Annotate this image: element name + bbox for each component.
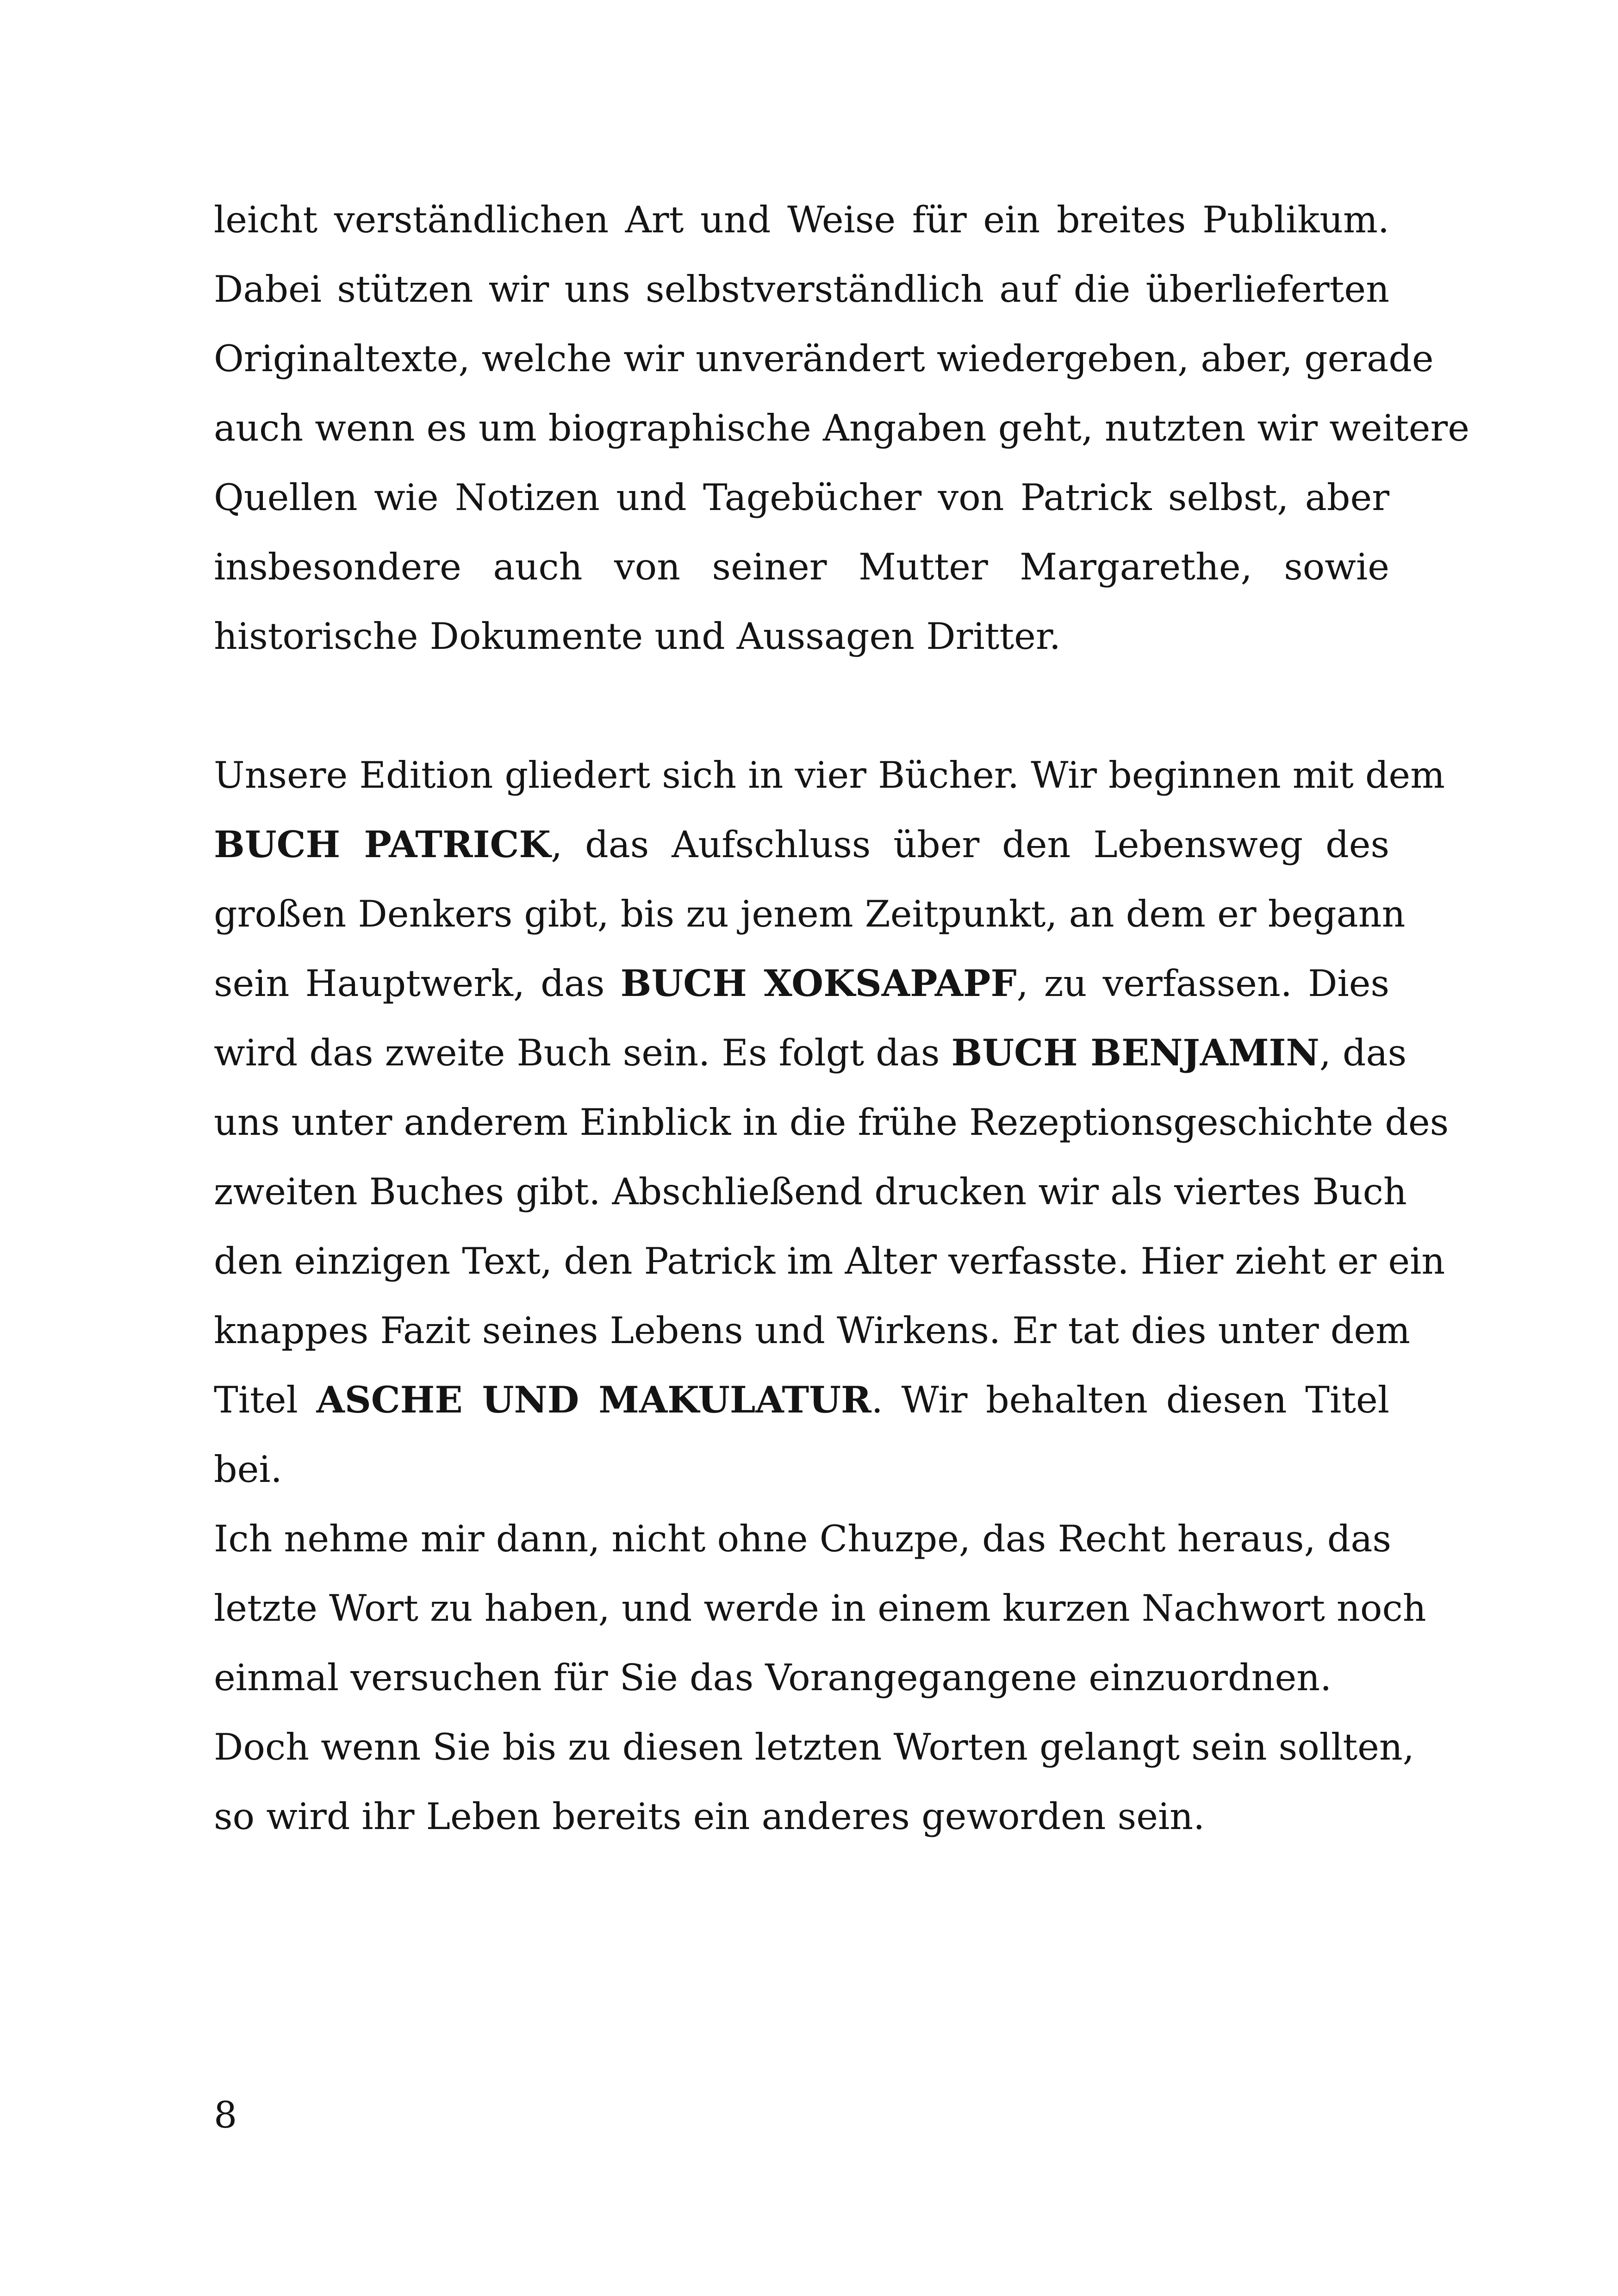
text-line xyxy=(214,949,1389,1018)
text-line: Ich nehme mir dann, nicht ohne Chuzpe, das Recht heraus, das xyxy=(214,1518,1392,1560)
text-line: uns unter anderem Einblick in die frühe Rezeptionsgeschichte des xyxy=(214,1101,1449,1144)
text-fragment: wird das zweite Buch sein. Es folgt das xyxy=(214,1032,952,1074)
text-line: so wird ihr Leben bereits ein anderes geworden sein. xyxy=(214,1795,1205,1838)
book-title-xoksapapf: BUCH XOKSAPAPF xyxy=(620,962,1017,1005)
text-line: letzte Wort zu haben, und werde in einem kurzen Nachwort noch xyxy=(214,1587,1426,1630)
text-line: auch wenn es um biographische Angaben geht, nutzten wir weitere xyxy=(214,407,1469,449)
text-line: knappes Fazit seines Lebens und Wirkens. Er tat dies unter dem xyxy=(214,1309,1411,1352)
book-title-asche-und-makulatur: ASCHE UND MAKULATUR xyxy=(316,1378,871,1421)
text-fragment: . Wir behalten diesen Titel xyxy=(871,1379,1389,1421)
paragraph-edition xyxy=(214,740,1449,1851)
text-line xyxy=(214,1018,1407,1088)
page-number: 8 xyxy=(214,2094,237,2136)
text-fragment: , das Aufschluss über den Lebensweg des xyxy=(551,823,1389,866)
text-fragment: , das xyxy=(1319,1032,1407,1074)
text-line: insbesondere auch von seiner Mutter Margarethe, sowie xyxy=(214,546,1389,588)
text-line: zweiten Buches gibt. Abschließend drucken wir als viertes Buch xyxy=(214,1170,1407,1213)
text-fragment: sein Hauptwerk, das xyxy=(214,962,621,1005)
text-fragment: , zu verfassen. Dies xyxy=(1016,962,1390,1005)
text-line: Dabei stützen wir uns selbstverständlich auf die überlieferten xyxy=(214,268,1389,311)
book-title-patrick: BUCH PATRICK xyxy=(214,823,551,866)
text-line: Originaltexte, welche wir unverändert wiedergeben, aber, gerade xyxy=(214,337,1434,380)
text-line: den einzigen Text, den Patrick im Alter verfasste. Hier zieht er ein xyxy=(214,1240,1445,1282)
text-line: Doch wenn Sie bis zu diesen letzten Worten gelangt sein sollten, xyxy=(214,1726,1414,1768)
text-line: leicht verständlichen Art und Weise für ein breites Publikum. xyxy=(214,199,1389,241)
text-line: bei. xyxy=(214,1448,282,1491)
text-line: Unsere Edition gliedert sich in vier Bücher. Wir beginnen mit dem xyxy=(214,754,1445,796)
text-line xyxy=(214,1365,1389,1435)
paragraph-intro xyxy=(214,185,1469,671)
book-title-benjamin: BUCH BENJAMIN xyxy=(951,1031,1319,1074)
text-line: großen Denkers gibt, bis zu jenem Zeitpunkt, an dem er begann xyxy=(214,893,1406,935)
text-line: einmal versuchen für Sie das Vorangegangene einzuordnen. xyxy=(214,1656,1332,1699)
text-line: historische Dokumente und Aussagen Dritter. xyxy=(214,615,1061,658)
text-line: Quellen wie Notizen und Tagebücher von Patrick selbst, aber xyxy=(214,476,1389,519)
text-line xyxy=(214,810,1389,879)
text-fragment: Titel xyxy=(214,1379,317,1421)
